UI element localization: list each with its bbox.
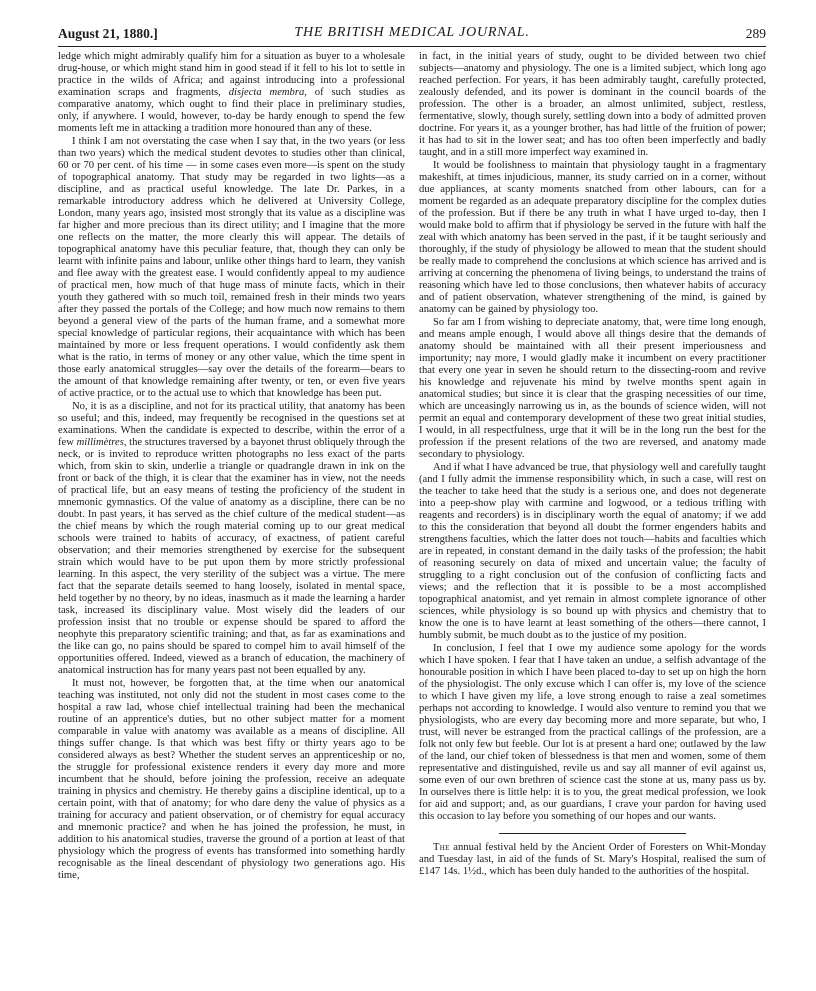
paragraph-text: No, it is as a discipline, and not for its practical utility, that anatomy has been so useful; and this, indeed, may frequently be recognised in the questions set at examinations. When the candidate is expected to describe, within the error of a few [58, 401, 405, 448]
paragraph-text: And if what I have advanced be true, that physiology well and carefully taught (and I fully admit the immense responsibility which, in such a case, will rest on the teacher to take heed that the study is a serious one, and does not degenerate into a peep-show play with carmine and logwood, or a tedious trifling with reagents and recorders) is in disciplinary worth the equal of anatomy; if we add to this the consideration that beyond all doubt the former engenders habits and strengthens faculties, which the latter does not touch—habits and faculties which are in repeated, in constant demand in the daily tasks of the profession; the habit of reasoning securely on data of mixed and uncertain value; the faculty of struggling to a right conclusion out of the confusion of conflicting facts and views; and the reflection that it is possible to be a most accomplished topographical anatomist, and yet remain in almost complete ignorance of other sciences, while physiology is so bound up with physics and chemistry that to know the one is to have learnt at least something of the others—there cannot, I humbly submit, be much doubt as to the justice of my position. [419, 462, 767, 641]
notice-lead-word: The [433, 842, 450, 853]
paragraph-text: ledge which might admirably qualify him for a situation as buyer to a wholesale drug-house, or which might stand him in good stead if it fell to his lot to settle in practice in the wilds of Africa; and against introducing into a professional examination scraps and fragments, [58, 51, 405, 98]
paragraph-p3 [58, 401, 405, 677]
paragraph-p5 [419, 51, 766, 159]
paragraph-p4 [58, 678, 405, 882]
italic-term: millimètres [76, 437, 124, 448]
page-header [58, 26, 766, 47]
paragraph-text: It would be foolishness to maintain that physiology taught in a fragmentary makeshift, at times injudicious, manner, its study carried on in a corner, without due appliances, at scanty moments snatched from other labours, can for a moment be regarded as an adequate preparatory discipline for the complex duties of the profession. But if there be any truth in what I have urged to-day, then I would make bold to affirm that if physiology be served in the future with half the zeal with which anatomy has been served in the past, if it be taught seriously and thoroughly, if the study of physiology be allowed to mean that the student should be really made to comprehend the conclusions at which science has arrived and is arriving at concerning the phenomena of living beings, to understand the trains of reasoning which have led to those conclusions, then whatever habits of accuracy and of patient observation, whatever strengthening of the mind, is gained by anatomy can be gained by physiology too. [419, 160, 766, 315]
right-column-paragraphs [419, 51, 766, 823]
paragraph-p1 [58, 51, 405, 135]
paragraph-text: It must not, however, be forgotten that, at the time when our anatomical teaching was instituted, not only did not the student in most cases come to the hospital a raw lad, whose chief intellectual training had been the mechanical routine of an apprentice's duties, but no other subject matter for a moment comparable in value with anatomy was available as a means of discipline. All things suffer change. Is that which was best fifty or thirty years ago to be considered always as best? Whether the student serves an apprenticeship or no, the struggle for professional existence renders it every day more and more incumbent that he should, before joining the profession, receive an adequate training in physics and chemistry. He thereby gains a discipline identical, up to a certain point, with that of anatomy; for who dare deny the value of physics as a training for accuracy and patient observation, or of chemistry for equal accuracy and mnemonic practice? and when he has joined the profession, he must, in addition to his anatomical studies, traverse the ground of a portion at least of that physiology which the progress of events has transformed into something hardly recognisable as the lineal descendant of physiology two generations ago. His time, [58, 678, 405, 881]
hospital-fund-notice [419, 842, 766, 878]
paragraph-p8 [419, 462, 766, 642]
paragraph-text: So far am I from wishing to depreciate anatomy, that, were time long enough, and means ample enough, I would above all things desire that the demands of anatomy should be maintained with all their present imperiousness and importunity; nay more, I would gladly make it incumbent on every practitioner that every one year in seven he should return to the dissecting-room and revive his knowledge and rejuvenate his mind by twelve months spent again in anatomical studies; but since it is clear that the grasping necessities of our time, which are unceasingly narrowing us in, as the bounds of science widen, will not permit an equal and contemporary development of these two great initial studies, I would, in all respectfulness, urge that it will be in the long run the best for the profession if the present relations of the two are reversed, and anatomy made secondary to physiology. [419, 317, 766, 460]
italic-term: disjecta membra [228, 87, 305, 98]
paragraph-text: in fact, in the initial years of study, ought to be divided between two chief subjects—anatomy and physiology. The one is a limited subject, which long ago reached perfection. For years, it has been admirably taught, carefully protected, zealously defended, and its power is dominant in the council boards of the profession. The other is a broader, an almost unlimited, subject, restless, fermentative, slowly, though surely, settling down into a body of admitted proven doctrine. For years it, as a younger brother, has had little of the fruition of power; it has had to sit in the lower seat; and has too often been imperfectly and badly taught, and in a still more imperfect way examined in. [419, 51, 766, 158]
paragraph-p9 [419, 643, 766, 823]
notice-text: annual festival held by the Ancient Order of Foresters on Whit-Monday and Tuesday last, in aid of the funds of St. Mary's Hospital, realised the sum of £147 14s. 1½d., which has been duly handed to the authorities of the hospital. [419, 842, 766, 877]
paragraph-text: I think I am not overstating the case when I say that, in the two years (or less than two years) which the medical student devotes to studies other than clinical, 60 or 70 per cent. of his time — in some cases even more—is spent on the study of topographical anatomy. That study may be regarded in two lights—as a discipline, and as practical useful knowledge. The late Dr. Parkes, in a remarkable introductory address which he delivered at University College, London, many years ago, insisted most strongly that its value as a discipline was far higher and more precious than its direct utility; and I imagine that the more one reflects on the matter, the more clearly this will appear. The details of topographical anatomy have this peculiar feature, that, though they can only be learnt with infinite pains and labour, unlike other things hard to learn, they vanish and flee away with the greatest ease. I would confidently appeal to my audience of practical men, how much of that huge mass of minute facts, which in their youth they gathered with so much toil, remained fresh in their minds two years after they passed the portals of the College; and how much now remains to them beyond a general view of the parts of the human frame, and a somewhat more special knowledge of particular regions, their acquaintance with which has been maintained by more or less frequent operations. I would confidently ask them what is the ratio, in terms of money or any other value, which the time spent in those early anatomical struggles—say over the details of the forearm—bears to the amount of that knowledge remaining after twenty, or ten, or even five years of active practice, or to the actual use to which that knowledge has been put. [58, 136, 405, 399]
issue-date: August 21, 1880.] [58, 26, 158, 41]
paragraph-text: , the structures traversed by a bayonet thrust obliquely through the neck, or is invited to reproduce written photographs no less exact of the parts which, from skin to skin, underlie a triangle or quadrangle drawn in ink on the front or back of the thigh, it is clear that the examiner has in view, not the needs of practical life, but an easy means of testing the proficiency of the student in mnemonic gymnastics. Of the value of anatomy as a discipline, there can be no doubt. In past years, it has served as the chief culture of the medical student—as the chief means by which the rough material coming up to our great medical schools were trained to habits of accuracy, of exactness, of patient careful observation; and their memories strengthened by exercise for the subsequent strain which would have to be put upon them by more strictly professional learning. In this aspect, the very sterility of the subject was a virtue. The mere fact that the separate details seemed to hang loosely, isolated in mental space, held together by no theory, by no ideas, inasmuch as it made the learning a harder task, increased its disciplinary value. Most wisely did the leaders of our profession insist that no trouble or expense should be spared to afford the neophyte this preparatory scientific training; and that, as far as examinations and the like can go, no pains should be spared to compel him to avail himself of the opportunities offered. Indeed, viewed as a branch of education, the machinery of anatomical instruction has for many years past not been equalled by any. [58, 437, 405, 676]
paragraph-p2 [58, 136, 405, 400]
section-divider [499, 833, 686, 834]
page-number: 289 [745, 26, 766, 41]
right-column [419, 51, 766, 878]
left-column [58, 51, 405, 882]
paragraph-text: , of such studies as comparative anatomy, which ought to find their place in preliminary studies, only, if anywhere. I would, however, to-day be hardy enough to spend the few moments left me in attacking a tradition more honoured than any of these. [58, 87, 405, 134]
paragraph-p6 [419, 160, 766, 316]
journal-title: THE BRITISH MEDICAL JOURNAL. [294, 25, 530, 40]
paragraph-p7 [419, 317, 766, 461]
paragraph-text: In conclusion, I feel that I owe my audience some apology for the words which I have spoken. I fear that I have taken an undue, a selfish advantage of the honourable position in which I have been placed to-day to set up on high the horn of the physiologist. The only excuse which I can offer is, my love of the science to which I have given my life, a love strong enough to raise a zeal sometimes perhaps not according to knowledge. I would also venture to remind you that we physiologists, who are every day becoming more and more separate, but who, I trust, will never be estranged from the practical callings of the profession, are a folk not only few but feeble. Our lot is at present a hard one; outlawed by the law of the land, our chief token of blessedness is that men and women, some of them representative and distinguished, revile us and say all manner of evil against us, some even of our own brethren of science cast the stone at us, many pass us by. In ourselves there is little help: it is to you, the great medical profession, we look for aid and support; and, as our guardians, I crave your pardon for having used this occasion to lay before you something of our hopes and our wants. [419, 643, 766, 822]
